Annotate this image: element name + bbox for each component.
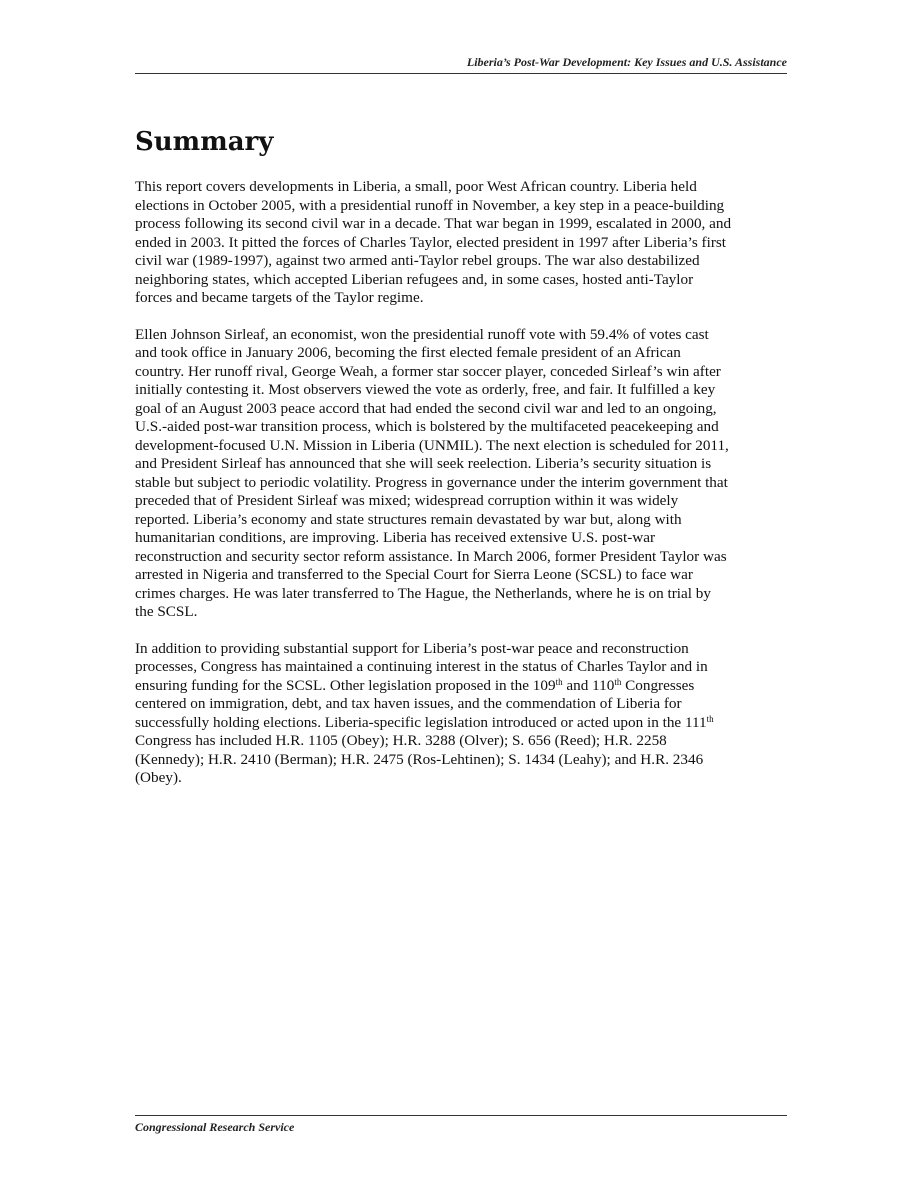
text-line: preceded that of President Sirleaf was mixed; widespread corruption within it was widely: [135, 492, 679, 509]
text-line: centered on immigration, debt, and tax haven issues, and the commendation of Liberia for: [135, 695, 682, 712]
text-line: This report covers developments in Liberia, a small, poor West African country. Liberia held: [135, 178, 697, 195]
text-line: (Obey).: [135, 769, 182, 786]
text-line: forces and became targets of the Taylor regime.: [135, 289, 424, 306]
text-line: elections in October 2005, with a presidential runoff in November, a key step in a peace-building: [135, 196, 725, 214]
text-segment: and 110: [562, 676, 615, 694]
text-line: and took office in January 2006, becoming the first elected female president of an African: [135, 344, 681, 361]
running-footer: Congressional Research Service: [135, 1120, 295, 1134]
text-line: development-focused U.N. Mission in Liberia (UNMIL). The next election is scheduled for 2011,: [135, 436, 729, 454]
text-line: U.S.-aided post-war transition process, which is bolstered by the multifaceted peacekeeping and: [135, 418, 719, 435]
text-line: [135, 677, 787, 696]
text-line: stable but subject to periodic volatility. Progress in governance under the interim government that: [135, 473, 728, 491]
ordinal-suffix: th: [706, 713, 714, 724]
text-line: ended in 2003. It pitted the forces of Charles Taylor, elected president in 1997 after Liberia’s first: [135, 233, 727, 251]
running-header: Liberia’s Post-War Development: Key Issues and U.S. Assistance: [466, 55, 787, 69]
page-title: Summary: [135, 127, 274, 157]
summary-paragraph-1: [135, 178, 787, 308]
text-segment: successfully holding elections. Liberia-specific legislation introduced or acted upon in the 111: [135, 713, 707, 731]
text-line: Congress has included H.R. 1105 (Obey); H.R. 3288 (Olver); S. 656 (Reed); H.R. 2258: [135, 732, 667, 749]
text-line: Ellen Johnson Sirleaf, an economist, won the presidential runoff vote with 59.4% of votes cast: [135, 325, 709, 343]
text-line: In addition to providing substantial support for Liberia’s post-war peace and reconstruction: [135, 639, 689, 657]
text-line: country. Her runoff rival, George Weah, a former star soccer player, conceded Sirleaf’s win after: [135, 362, 721, 380]
text-line: civil war (1989-1997), against two armed anti-Taylor rebel groups. The war also destabilized: [135, 252, 700, 269]
text-line: and President Sirleaf has announced that she will seek reelection. Liberia’s security situation is: [135, 455, 712, 472]
text-segment: ensuring funding for the SCSL. Other legislation proposed in the 109: [135, 676, 556, 694]
summary-body: [135, 178, 787, 806]
text-line: goal of an August 2003 peace accord that had ended the second civil war and led to an ongoing,: [135, 399, 717, 417]
footer-rule: [135, 1115, 787, 1116]
text-segment: Congresses: [621, 676, 695, 694]
text-line: the SCSL.: [135, 603, 198, 620]
text-line: crimes charges. He was later transferred to The Hague, the Netherlands, where he is on trial by: [135, 584, 711, 602]
text-line: [135, 714, 787, 733]
ordinal-suffix: th: [614, 676, 622, 687]
text-line: process following its second civil war in a decade. That war began in 1999, escalated in 2000, and: [135, 215, 732, 232]
header-rule: [135, 73, 787, 74]
ordinal-suffix: th: [555, 676, 563, 687]
text-line: neighboring states, which accepted Liberian refugees and, in some cases, hosted anti-Taylor: [135, 270, 694, 288]
text-line: (Kennedy); H.R. 2410 (Berman); H.R. 2475 (Ros-Lehtinen); S. 1434 (Leahy); and H.R. 2346: [135, 750, 704, 768]
text-line: initially contesting it. Most observers viewed the vote as orderly, free, and fair. It fulfilled a key: [135, 381, 716, 398]
text-line: arrested in Nigeria and transferred to the Special Court for Sierra Leone (SCSL) to face war: [135, 566, 693, 583]
text-line: processes, Congress has maintained a continuing interest in the status of Charles Taylor and in: [135, 658, 708, 675]
text-line: reconstruction and security sector reform assistance. In March 2006, former President Taylor was: [135, 547, 727, 565]
summary-paragraph-2: [135, 326, 787, 622]
summary-paragraph-3: [135, 640, 787, 788]
text-line: reported. Liberia’s economy and state structures remain devastated by war but, along with: [135, 510, 682, 528]
text-line: humanitarian conditions, are improving. Liberia has received extensive U.S. post-war: [135, 529, 656, 546]
